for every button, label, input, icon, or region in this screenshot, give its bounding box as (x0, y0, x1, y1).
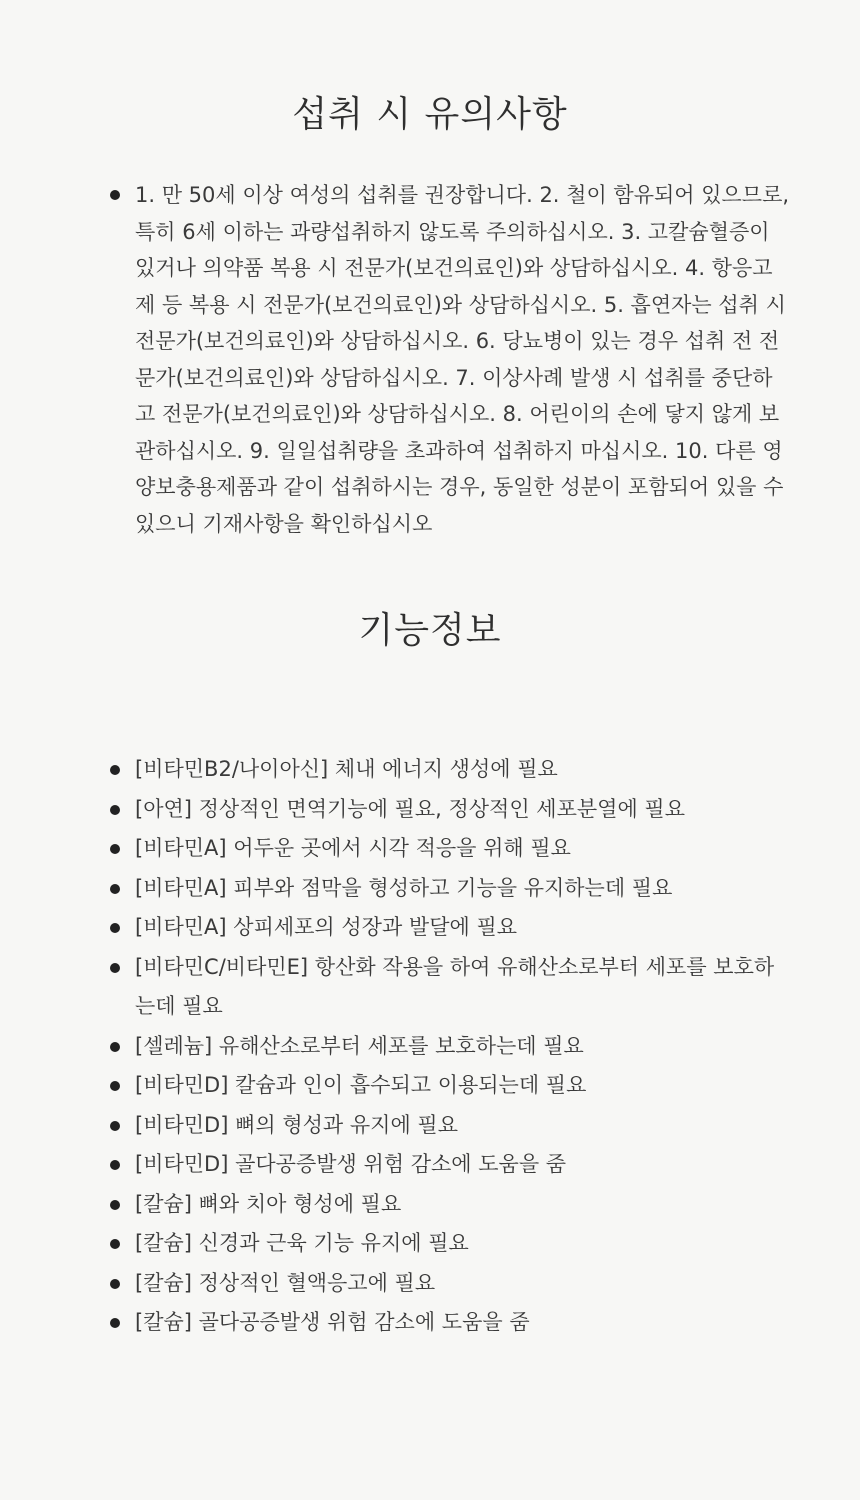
function-item-text: [칼슘] 골다공증발생 위험 감소에 도움을 줌 (135, 1310, 530, 1334)
bullet-icon (110, 1279, 120, 1289)
list-item (100, 1027, 790, 1067)
function-item-text: [비타민D] 칼슘과 인이 흡수되고 이용되는데 필요 (135, 1073, 587, 1097)
list-item (100, 1185, 790, 1225)
bullet-icon (110, 1160, 120, 1170)
list-item (100, 1145, 790, 1185)
bullet-icon (110, 1121, 120, 1131)
bullet-icon (110, 1239, 120, 1249)
function-item-text: [비타민A] 피부와 점막을 형성하고 기능을 유지하는데 필요 (135, 875, 673, 900)
list-item (100, 1264, 790, 1304)
bullet-icon (110, 923, 120, 933)
function-item-text: [비타민A] 어두운 곳에서 시각 적응을 위해 필요 (135, 836, 571, 860)
function-info-title: 기능정보 (358, 610, 502, 651)
bullet-icon (110, 1042, 120, 1052)
bullet-icon (110, 1200, 120, 1210)
precautions-text: 1. 만 50세 이상 여성의 섭취를 권장합니다. 2. 철이 함유되어 있으므로, 특히 6세 이하는 과량섭취하지 않도록 주의하십시오. 3. 고칼슘혈증이 있거나 의약품 복용 시 전문가(보건의료인)와 상담하십시오. 4. 항응고제 등 복용 시 전문가(보건의료인)와 상담하십시오. 5. 흡연자는 섭취 시 전문가(보건의료인)와 상담하십시오. 6. 당뇨병이 있는 경우 섭취 전 전문가(보건의료인)와 상담하십시오. 7. 이상사례 발생 시 섭취를 중단하고 전문가(보건의료인)와 상담하십시오. 8. 어린이의 손에 닿지 않게 보관하십시오. 9. 일일섭취량을 초과하여 섭취하지 마십시오. 10. 다른 영양보충용제품과 같이 섭취하시는 경우, 동일한 성분이 포함되어 있을 수 있으니 기재사항을 확인하십시오 (135, 183, 790, 536)
function-item-text: [칼슘] 뼈와 치아 형성에 필요 (135, 1191, 402, 1216)
list-item (100, 790, 790, 830)
bullet-icon (110, 1318, 120, 1328)
list-item (100, 1106, 790, 1146)
list-item (100, 869, 790, 909)
function-item-text: [비타민D] 골다공증발생 위험 감소에 도움을 줌 (135, 1152, 567, 1176)
function-item-text: [아연] 정상적인 면역기능에 필요, 정상적인 세포분열에 필요 (135, 796, 685, 821)
function-item-text: [칼슘] 정상적인 혈액응고에 필요 (135, 1270, 436, 1295)
list-item (100, 177, 790, 542)
bullet-icon (110, 844, 120, 854)
list-item (100, 1224, 790, 1264)
precautions-list (100, 177, 790, 542)
bullet-icon (110, 963, 120, 973)
list-item (100, 750, 790, 790)
list-item (100, 948, 790, 1027)
function-item-text: [비타민A] 상피세포의 성장과 발달에 필요 (135, 915, 518, 939)
function-item-text: [비타민B2/나이아신] 체내 에너지 생성에 필요 (135, 757, 558, 781)
list-item (100, 1066, 790, 1106)
function-info-list (100, 750, 790, 1343)
precautions-title: 섭취 시 유의사항 (292, 94, 568, 135)
bullet-icon (110, 190, 120, 200)
list-item (100, 908, 790, 948)
bullet-icon (110, 1081, 120, 1091)
list-item (100, 829, 790, 869)
function-item-text: [셀레늄] 유해산소로부터 세포를 보호하는데 필요 (135, 1033, 584, 1058)
bullet-icon (110, 884, 120, 894)
function-item-text: [비타민D] 뼈의 형성과 유지에 필요 (135, 1112, 458, 1137)
function-item-text: [칼슘] 신경과 근육 기능 유지에 필요 (135, 1231, 469, 1255)
function-item-text: [비타민C/비타민E] 항산화 작용을 하여 유해산소로부터 세포를 보호하는데 필요 (135, 954, 775, 1018)
list-item (100, 1303, 790, 1343)
bullet-icon (110, 765, 120, 775)
bullet-icon (110, 805, 120, 815)
